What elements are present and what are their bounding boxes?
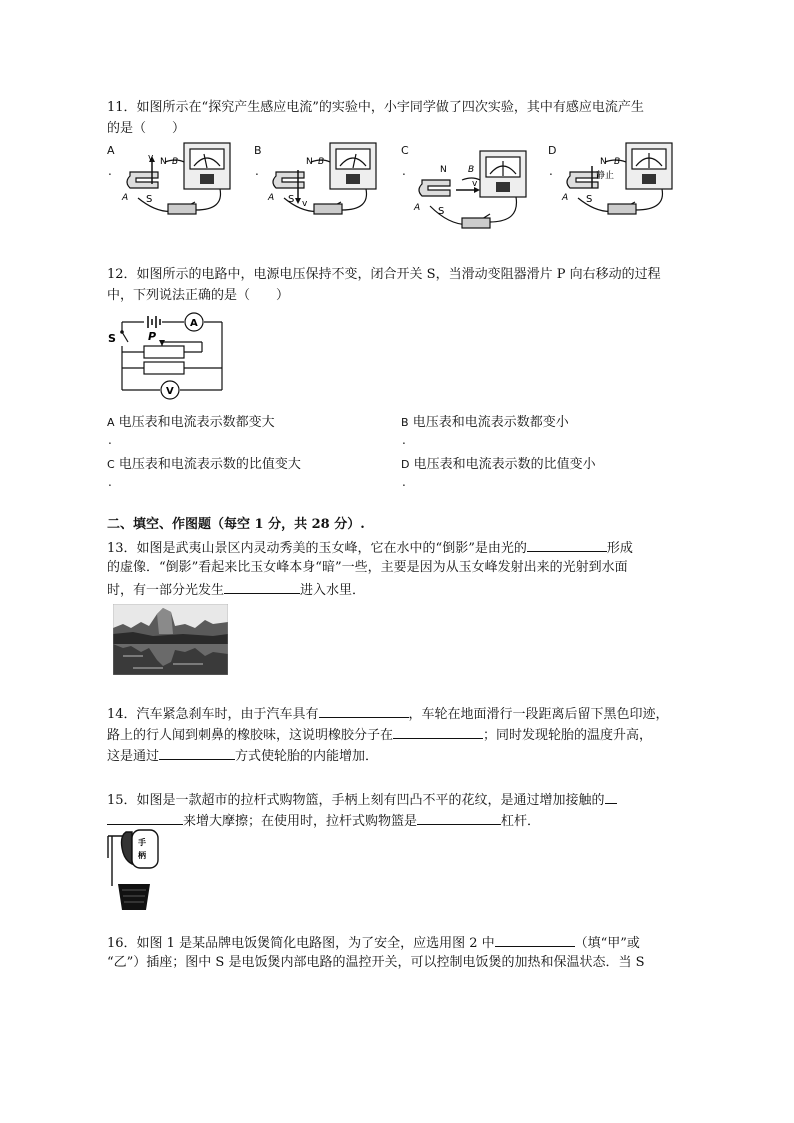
q11-a-n-label: N: [160, 157, 167, 167]
q15-shopping-basket-figure: [106, 828, 166, 912]
q11-option-a-label[interactable]: A: [107, 144, 115, 157]
q11-c-b-label: B: [468, 165, 475, 175]
q13-line1-text-a: 13．如图是武夷山景区内灵动秀美的玉女峰，它在水中的“倒影”是由光的: [107, 541, 527, 556]
q12-ammeter-label: A: [190, 318, 198, 329]
q11-c-a-label: A: [414, 203, 421, 213]
q12-option-c[interactable]: [107, 456, 301, 473]
q11-figure-c: [412, 148, 532, 240]
q13-line1: [107, 538, 633, 557]
section-heading: 二、填空、作图题（每空 1 分，共 28 分）.: [107, 517, 365, 532]
q11-d-s-label: S: [586, 194, 593, 205]
q14-line1-text-a: 14．汽车紧急刹车时，由于汽车具有: [107, 707, 319, 722]
q11-figure-b: [266, 140, 386, 222]
q11-option-d-label[interactable]: D: [548, 144, 557, 157]
q12-option-b-dot: .: [402, 433, 406, 447]
q14-line2-text-a: 路上的行人闻到刺鼻的橡胶味，这说明橡胶分子在: [107, 728, 394, 743]
q14-blank-1[interactable]: [319, 704, 409, 718]
q14-blank-2[interactable]: [393, 725, 483, 739]
q11-a-b-label: B: [172, 157, 179, 167]
q12-option-b-label: B: [401, 416, 409, 429]
q13-line3-text-a: 时，有一部分光发生: [107, 583, 225, 598]
q12-option-c-label: C: [107, 458, 115, 471]
q12-option-a-text: 电压表和电流表示数都变大: [118, 415, 275, 430]
q12-voltmeter-label: V: [166, 386, 174, 397]
q15-fig-label-2: 柄: [138, 851, 146, 860]
q12-option-d-label: D: [401, 458, 410, 471]
q14-line3-text-b: 方式使轮胎的内能增加．: [235, 749, 379, 764]
q11-stem-line2: 的是（ ）: [107, 121, 186, 136]
q11-b-s-label: S: [288, 194, 295, 205]
q16-line1-text-b: （填“甲”或: [574, 936, 640, 951]
q13-blank-1[interactable]: [527, 538, 607, 552]
q11-c-s-label: S: [438, 206, 445, 217]
q11-option-c-label[interactable]: C: [401, 144, 409, 157]
q11-b-v-label: v: [302, 199, 308, 209]
q14-line3: [107, 746, 378, 765]
q11-d-n-label: N: [600, 157, 607, 167]
q11-d-a-label: A: [562, 193, 569, 203]
q12-option-d-text: 电压表和电流表示数的比值变小: [413, 457, 596, 472]
q15-line2-text-c: 杠杆．: [501, 814, 541, 829]
q13-mountain-photo: [113, 604, 228, 675]
q15-line1: [107, 790, 617, 809]
q12-stem-line1: 12．如图所示的电路中，电源电压保持不变，闭合开关 S，当滑动变阻器滑片 P 向右移动的过程: [107, 267, 661, 282]
q12-option-b[interactable]: [401, 414, 569, 431]
q14-blank-3[interactable]: [159, 746, 235, 760]
q12-option-d-dot: .: [402, 475, 406, 489]
q11-option-b-label[interactable]: B: [254, 144, 262, 157]
q11-c-v-label: v: [472, 179, 478, 189]
q15-fig-label-1: 手: [138, 838, 146, 847]
q13-line3: [107, 580, 365, 599]
q15-line2-text-b: 来增大摩擦；在使用时，拉杆式购物篮是: [183, 814, 418, 829]
q14-line2: [107, 725, 652, 744]
q11-c-n-label: N: [440, 165, 447, 175]
q12-stem-line2: 中，下列说法正确的是（ ）: [107, 288, 290, 303]
q13-line2: 的虚像．“倒影”看起来比玉女峰本身“暗”一些，主要是因为从玉女峰发射出来的光射到水面: [107, 560, 628, 575]
q14-line3-text-a: 这是通过: [107, 749, 160, 764]
q11-b-n-label: N: [306, 157, 313, 167]
q12-circuit-diagram: [104, 310, 232, 406]
q11-option-d-dot: .: [549, 164, 553, 178]
q11-d-b-label: B: [614, 157, 621, 167]
q15-line1-text-a: 15．如图是一款超市的拉杆式购物篮，手柄上刻有凹凸不平的花纹，是通过增加接触的: [107, 793, 605, 808]
q12-option-b-text: 电压表和电流表示数都变小: [412, 415, 569, 430]
q13-line1-text-b: 形成: [606, 541, 633, 556]
q12-option-a-dot: .: [108, 433, 112, 447]
q14-line2-text-b: ；同时发现轮胎的温度升高，: [483, 728, 653, 743]
q12-option-a-label: A: [107, 416, 115, 429]
q12-option-c-text: 电压表和电流表示数的比值变大: [118, 457, 301, 472]
q16-line2: “乙”）插座；图中 S 是电饭煲内部电路的温控开关，可以控制电饭煲的加热和保温状态．当 S: [107, 955, 645, 970]
q11-option-b-dot: .: [255, 164, 259, 178]
q11-b-b-label: B: [318, 157, 325, 167]
q11-figure-d: [560, 140, 680, 222]
q12-slider-label: P: [148, 330, 157, 343]
q11-a-s-label: S: [146, 194, 153, 205]
q12-option-c-dot: .: [108, 475, 112, 489]
q12-switch-label: S: [108, 332, 116, 345]
q11-option-c-dot: .: [402, 164, 406, 178]
q12-option-a[interactable]: [107, 414, 275, 431]
q15-blank-1a[interactable]: [605, 790, 617, 804]
q15-blank-2[interactable]: [417, 811, 501, 825]
q16-line1-text-a: 16．如图 1 是某品牌电饭煲简化电路图，为了安全，应选用图 2 中: [107, 936, 495, 951]
q11-stem-line1: 11．如图所示在“探究产生感应电流”的实验中，小宇同学做了四次实验，其中有感应电流产生: [107, 100, 644, 115]
q14-line1: [107, 704, 669, 723]
q16-line1: [107, 933, 640, 952]
q11-a-a-label: A: [122, 193, 129, 203]
q13-line3-text-b: 进入水里．: [300, 583, 366, 598]
q11-figure-a: [120, 140, 240, 222]
q12-option-d[interactable]: [401, 456, 596, 473]
q11-b-a-label: A: [268, 193, 275, 203]
q13-blank-2[interactable]: [224, 580, 300, 594]
q15-line2: [107, 811, 540, 830]
q11-d-stop-label: 静止: [596, 171, 615, 181]
q11-a-v-label: v: [148, 153, 154, 163]
q16-blank-1[interactable]: [495, 933, 575, 947]
q15-blank-1b[interactable]: [107, 811, 183, 825]
q11-option-a-dot: .: [108, 164, 112, 178]
q14-line1-text-b: ，车轮在地面滑行一段距离后留下黑色印迹，: [408, 707, 669, 722]
